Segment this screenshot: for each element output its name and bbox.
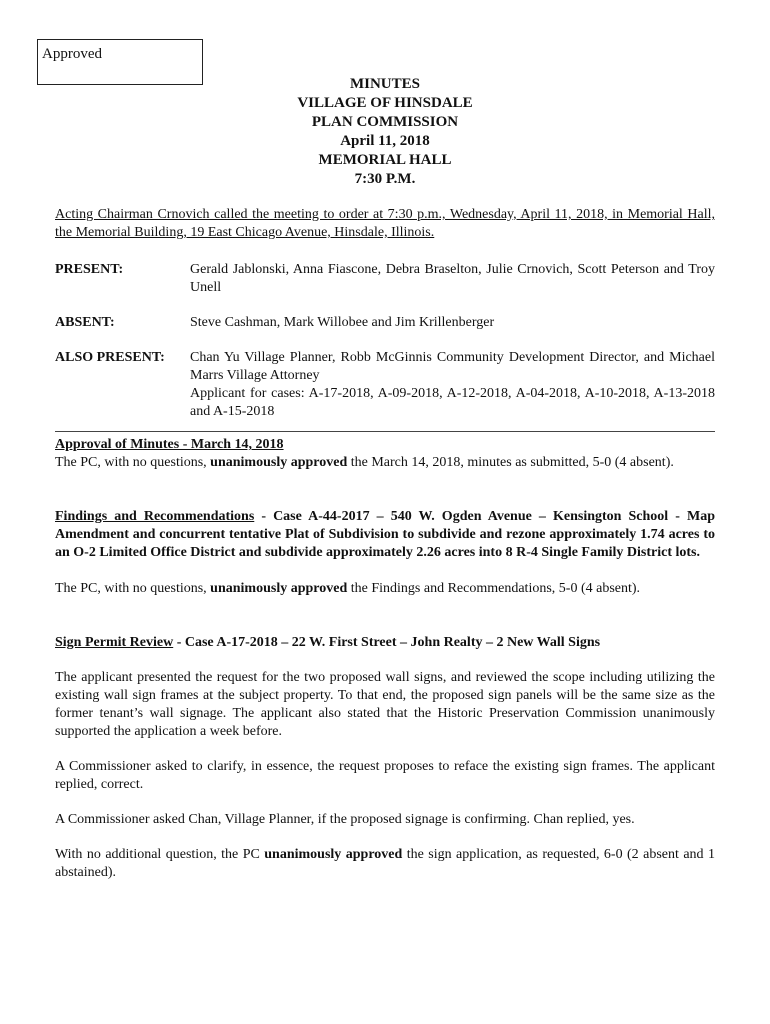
findings-text-end: the Findings and Recommendations, 5-0 (4 absent).: [347, 581, 641, 596]
header-date: April 11, 2018: [340, 133, 430, 149]
minutes-heading: Approval of Minutes - March 14, 2018: [55, 437, 284, 452]
also-present-block: [190, 349, 715, 421]
present-label: PRESENT:: [55, 262, 124, 277]
also-present-row: [55, 349, 715, 421]
approved-stamp: Approved: [37, 39, 203, 85]
sign-paragraph-3: A Commissioner asked Chan, Village Planner, if the proposed signage is confirming. Chan replied, yes.: [55, 812, 635, 827]
document-header: [0, 75, 770, 189]
header-commission: PLAN COMMISSION: [311, 114, 459, 130]
minutes-body: [55, 206, 715, 882]
sign-paragraph-4: [55, 846, 715, 882]
minutes-text: The PC, with no questions,: [55, 455, 211, 470]
findings-heading: [55, 508, 715, 562]
absent-value: Steve Cashman, Mark Willobee and Jim Krillenberger: [190, 315, 495, 330]
findings-text: The PC, with no questions,: [55, 581, 211, 596]
header-minutes: MINUTES: [349, 76, 420, 92]
intro-paragraph: Acting Chairman Crnovich called the meeting to order at 7:30 p.m., Wednesday, April 11, 2018, in Memorial Hall, the Memorial Building, 19 East Chicago Avenue, Hinsdale, Illinois.: [55, 207, 715, 240]
minutes-text-end: the March 14, 2018, minutes as submitted, 5-0 (4 absent).: [347, 455, 674, 470]
also-present-label: ALSO PRESENT:: [55, 350, 165, 365]
applicant-cases: Applicant for cases: A-17-2018, A-09-2018, A-12-2018, A-04-2018, A-10-2018, A-13-2018 and A-15-2018: [190, 386, 715, 419]
sign-heading: [55, 634, 715, 652]
sign-decision: unanimously approved: [264, 847, 403, 862]
findings-heading-title: Findings and Recommendations: [55, 509, 255, 524]
sign-decision-text: With no additional question, the PC: [55, 847, 265, 862]
also-present-value: Chan Yu Village Planner, Robb McGinnis Community Development Director, and Michael Marrs Village Attorney: [190, 350, 715, 383]
findings-decision: unanimously approved: [210, 581, 348, 596]
present-row: [55, 261, 715, 297]
sign-heading-title: Sign Permit Review: [55, 635, 174, 650]
sign-paragraph-2: A Commissioner asked to clarify, in essence, the request proposes to reface the existing sign frames. The applicant replied, correct.: [55, 759, 715, 792]
header-village: VILLAGE OF HINSDALE: [297, 95, 473, 111]
minutes-decision: unanimously approved: [210, 455, 348, 470]
present-value: Gerald Jablonski, Anna Fiascone, Debra Braselton, Julie Crnovich, Scott Peterson and Troy Unell: [190, 262, 715, 295]
absent-label: ABSENT:: [55, 315, 115, 330]
header-location: MEMORIAL HALL: [318, 152, 452, 168]
sign-decision-text-end: the sign application, as requested, 6-0 (2 absent and 1 abstained).: [55, 847, 715, 880]
header-time: 7:30 P.M.: [354, 171, 416, 187]
minutes-paragraph: [55, 454, 715, 472]
sign-paragraph-1: The applicant presented the request for the two proposed wall signs, and reviewed the scope including utilizing the existing wall sign frames at the subject property. To that end, the proposed sign panels will be the same size as the former tenant’s wall signage. The applicant also stated that the Historic Preservation Commission unanimously supported the application a week before.: [55, 670, 715, 739]
sign-heading-case: - Case A-17-2018 – 22 W. First Street – John Realty – 2 New Wall Signs: [173, 635, 601, 650]
absent-row: [55, 314, 715, 332]
findings-heading-case: - Case A-44-2017 – 540 W. Ogden Avenue – Kensington School - Map Amendment and concurrent tentative Plat of Subdivision to subdivide and rezone approximately 1.74 acres to an O-2 Limited Office District and subdivide approximately 2.26 acres into 8 R-4 Single Family District lots.: [55, 509, 715, 560]
findings-paragraph: [55, 580, 715, 598]
